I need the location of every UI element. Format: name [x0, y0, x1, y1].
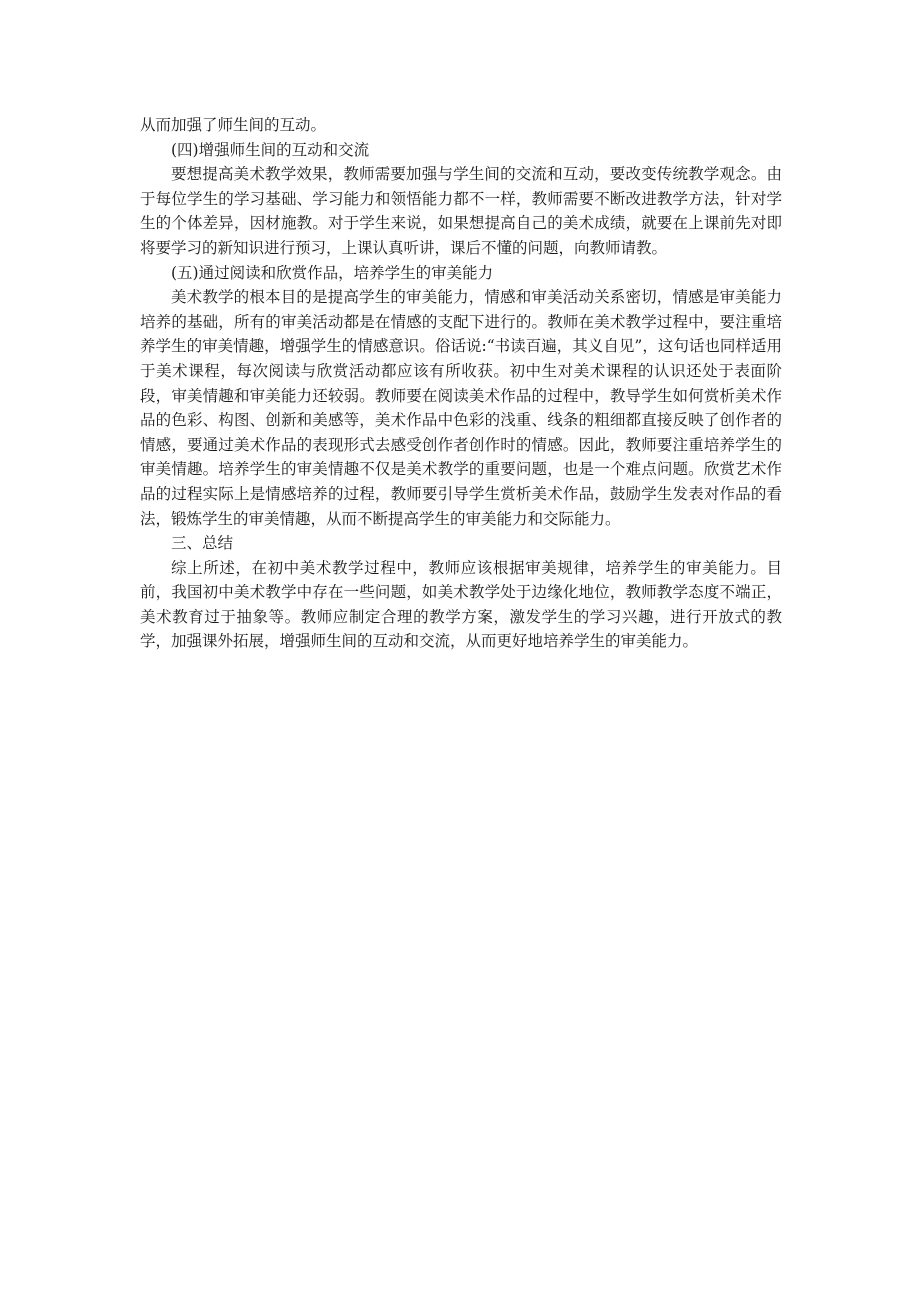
paragraph-interaction: 要想提高美术教学效果，教师需要加强与学生间的交流和互动，要改变传统教学观念。由于每位学生的学习基础、学习能力和领悟能力都不一样，教师需要不断改进教学方法，针对学生的个体差异，因材施教。对于学生来说，如果想提高自己的美术成绩，就要在上课前先对即将要学习的新知识进行预习，上课认真听讲，课后不懂的问题，向教师请教。	[140, 165, 782, 257]
paragraph-continuation: 从而加强了师生间的互动。	[140, 116, 327, 134]
paragraph-conclusion: 综上所述，在初中美术教学过程中，教师应该根据审美规律，培养学生的审美能力。目前，我国初中美术教学中存在一些问题，如美术教学处于边缘化地位，教师教学态度不端正，美术教育过于抽象等。教师应制定合理的教学方案，激发学生的学习兴趣，进行开放式的教学，加强课外拓展，增强师生间的互动和交流，从而更好地培养学生的审美能力。	[140, 558, 782, 651]
paragraph-aesthetic: 美术教学的根本目的是提高学生的审美能力，情感和审美活动关系密切，情感是审美能力培养的基础，所有的审美活动都是在情感的支配下进行的。教师在美术教学过程中，要注重培养学生的审美情趣，增强学生的情感意识。俗话说:“书读百遍，其义自见”，这句话也同样适用于美术课程，每次阅读与欣赏活动都应该有所收获。初中生对美术课程的认识还处于表面阶段，审美情趣和审美能力还较弱。教师要在阅读美术作品的过程中，教导学生如何赏析美术作品的色彩、构图、创新和美感等，美术作品中色彩的浅重、线条的粗细都直接反映了创作者的情感，要通过美术作品的表现形式去感受创作者创作时的情感。因此，教师要注重培养学生的审美情趣。培养学生的审美情趣不仅是美术教学的重要问题，也是一个难点问题。欣赏艺术作品的过程实际上是情感培养的过程，教师要引导学生赏析美术作品，鼓励学生发表对作品的看法，锻炼学生的审美情趣，从而不断提高学生的审美能力和交际能力。	[140, 288, 782, 528]
document-body	[140, 113, 782, 654]
section-heading-five: (五)通过阅读和欣赏作品，培养学生的审美能力	[171, 263, 494, 282]
section-heading-summary: 三、总结	[171, 534, 234, 553]
section-heading-four: (四)增强师生间的互动和交流	[171, 140, 370, 159]
